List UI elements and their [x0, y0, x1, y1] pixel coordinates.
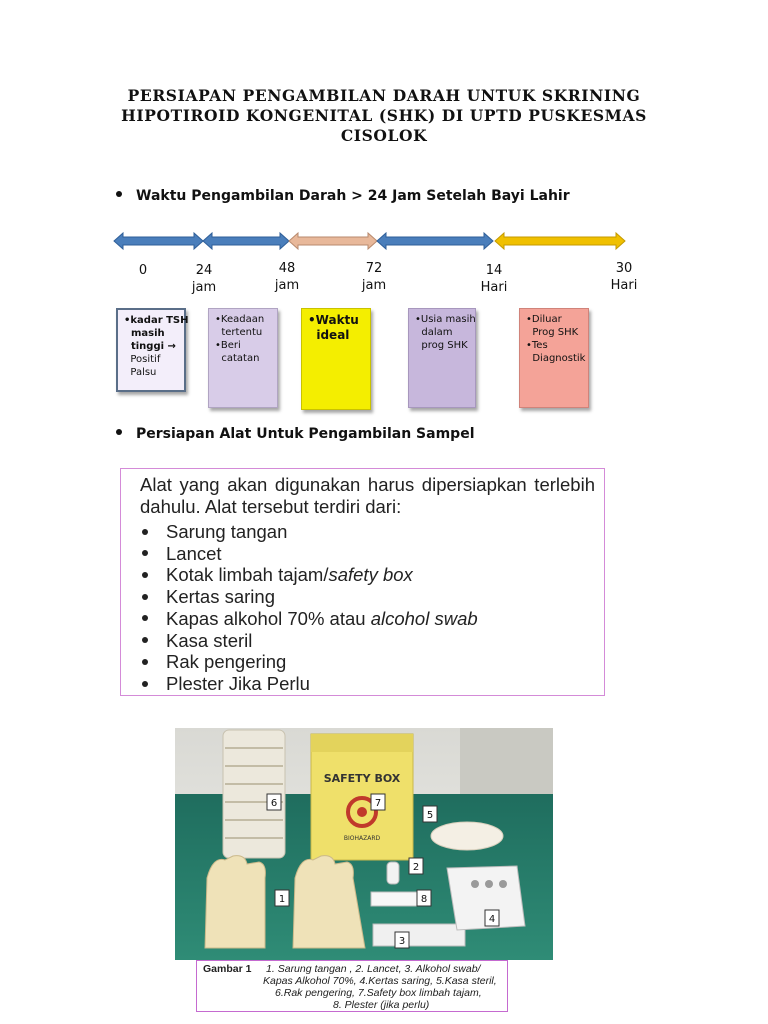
tools-photo: [175, 728, 553, 960]
box-line: Prog SHK: [526, 327, 579, 338]
tick-24-jam: [184, 262, 224, 296]
tick-value: 0: [138, 263, 148, 278]
tick-unit: jam: [274, 278, 300, 293]
lancet-image: [387, 862, 399, 884]
box-line: Palsu: [124, 367, 157, 378]
caption-line-2: Kapas Alkohol 70%, 4.Kertas saring, 5.Kasa steril,: [263, 975, 497, 987]
box-tsh-tinggi: [116, 308, 189, 392]
box-line: prog SHK: [415, 340, 468, 351]
list-item: Kertas saring: [139, 586, 478, 608]
timeline-arrow-48-72: [289, 233, 377, 249]
list-item: Plester Jika Perlu: [139, 673, 478, 695]
svg-text:BIOHAZARD: BIOHAZARD: [343, 835, 381, 842]
timeline-arrow-0-24: [114, 233, 203, 249]
box-line: •kadar TSH: [124, 315, 189, 326]
box-line: •Keadaan: [215, 314, 265, 325]
svg-text:SAFETY BOX: SAFETY BOX: [323, 772, 401, 785]
tools-list: [139, 521, 478, 695]
caption-label: Gambar 1: [203, 963, 252, 975]
bullet-dot: [116, 191, 122, 197]
tick-value: 24: [195, 263, 213, 278]
tick-value: 48: [278, 261, 296, 276]
box-usia-masih: [408, 308, 476, 408]
tick-48-jam: [267, 260, 307, 294]
gauze-image: [431, 822, 503, 850]
box-line: Diagnostik: [526, 353, 586, 364]
tick-value: 72: [365, 261, 383, 276]
box-line: dalam: [415, 327, 453, 338]
box-line: •Tes: [526, 340, 548, 351]
box-line: catatan: [215, 353, 260, 364]
box-line: tertentu: [215, 327, 263, 338]
box-waktu-ideal: [301, 308, 371, 410]
box-keadaan-tertentu: [208, 308, 278, 408]
marker-6: 6: [270, 798, 278, 809]
glove-left-image: [205, 856, 265, 948]
box-line: tinggi →: [124, 341, 176, 352]
list-item: Kapas alkohol 70% atau alcohol swab: [139, 608, 478, 630]
marker-8: 8: [420, 894, 428, 905]
tools-box: [120, 468, 605, 696]
list-item: Lancet: [139, 543, 478, 565]
page-title: [100, 86, 668, 146]
bullet-dot: [116, 429, 122, 435]
marker-4: 4: [488, 914, 496, 925]
title-line-1: PERSIAPAN PENGAMBILAN DARAH UNTUK SKRINING: [127, 86, 641, 105]
timeline-arrow-14-30: [495, 233, 625, 249]
tick-unit: Hari: [610, 278, 638, 293]
box-line: •Beri: [215, 340, 241, 351]
list-item: Sarung tangan: [139, 521, 478, 543]
timeline-arrow-72-14: [377, 233, 493, 249]
tools-intro: Alat yang akan digunakan harus dipersiapkan terlebih dahulu. Alat tersebut terdiri dari:: [140, 474, 595, 517]
safety-box-image: [311, 734, 413, 860]
tick-0: [128, 262, 158, 279]
marker-7: 7: [374, 798, 382, 809]
section-1-heading: [116, 188, 570, 204]
caption-line-3: 6.Rak pengering, 7.Safety box limbah tajam,: [275, 987, 482, 999]
tick-30-hari: [602, 260, 646, 294]
title-line-2: HIPOTIROID KONGENITAL (SHK) DI UPTD PUSKESMAS: [121, 106, 647, 125]
section-1-heading-text: Waktu Pengambilan Darah > 24 Jam Setelah Bayi Lahir: [136, 188, 570, 204]
list-item: Kotak limbah tajam/safety box: [139, 564, 478, 586]
marker-2: 2: [412, 862, 420, 873]
tick-72-jam: [354, 260, 394, 294]
list-item: Rak pengering: [139, 651, 478, 673]
box-line: •Diluar: [526, 314, 562, 325]
tick-value: 14: [485, 263, 503, 278]
caption-line-4: 8. Plester (jika perlu): [333, 999, 430, 1011]
tick-unit: jam: [191, 280, 217, 295]
tick-unit: Hari: [480, 280, 508, 295]
tick-value: 30: [615, 261, 633, 276]
alcohol-swab-image: [373, 924, 465, 946]
box-diluar-prog: [519, 308, 589, 408]
timeline-arrows: [108, 222, 668, 262]
plester-image: [371, 892, 417, 906]
box-line: Positif: [124, 354, 161, 365]
marker-1: 1: [278, 894, 286, 905]
box-line: ideal: [308, 328, 350, 342]
box-line: •Usia masih: [415, 314, 476, 325]
box-line: •Waktu: [308, 313, 359, 327]
section-2-heading-text: Persiapan Alat Untuk Pengambilan Sampel: [136, 426, 475, 442]
box-line: masih: [124, 328, 165, 339]
title-line-3: CISOLOK: [340, 126, 428, 145]
list-item: Kasa steril: [139, 630, 478, 652]
section-2-heading: [116, 426, 475, 442]
photo-caption: [196, 960, 508, 1012]
timeline: [108, 222, 668, 422]
marker-5: 5: [426, 810, 434, 821]
timeline-arrow-24-48: [203, 233, 289, 249]
tick-14-hari: [472, 262, 516, 296]
marker-3: 3: [398, 936, 406, 947]
tick-unit: jam: [361, 278, 387, 293]
caption-line-1: Gambar 1 1. Sarung tangan , 2. Lancet, 3. Alkohol swab/: [203, 963, 481, 975]
